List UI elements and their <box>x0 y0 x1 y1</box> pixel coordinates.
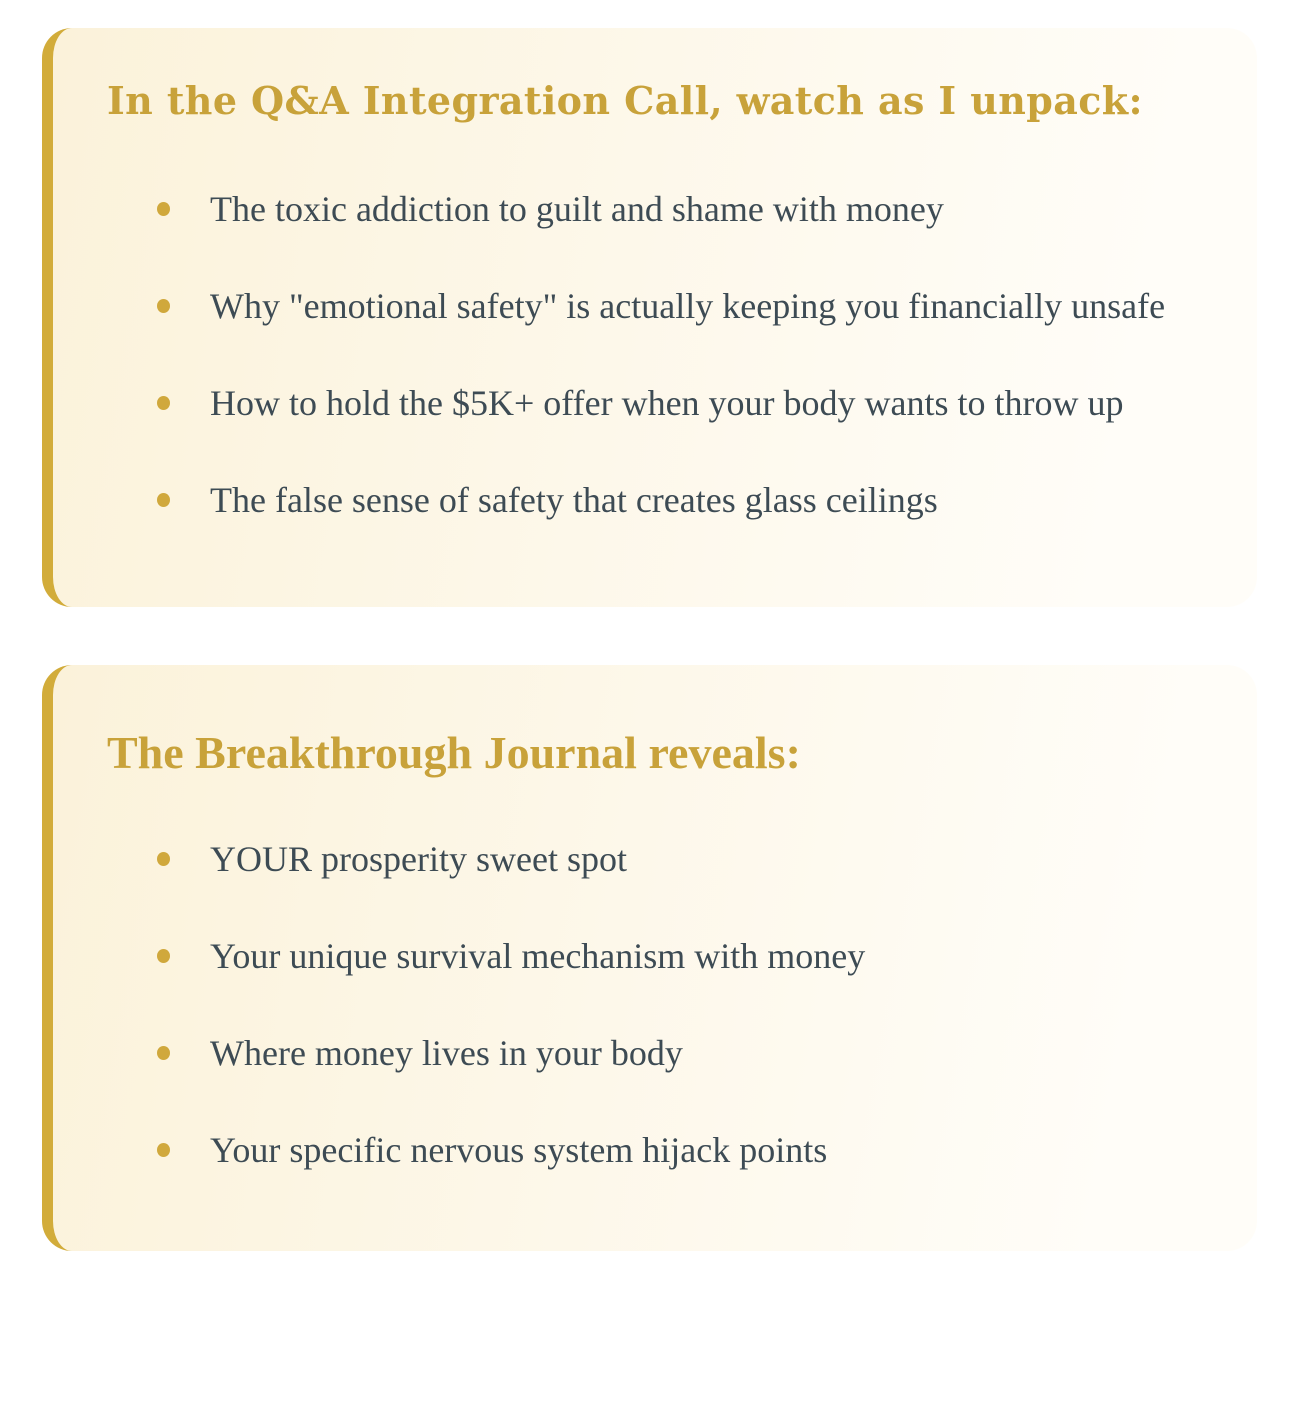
list-item-text: YOUR prosperity sweet spot <box>210 838 627 879</box>
bullet-icon <box>157 949 170 963</box>
list-item-text: Your unique survival mechanism with money <box>210 935 866 976</box>
list-item <box>107 928 1195 985</box>
qa-call-heading: In the Q&A Integration Call, watch as I unpack: <box>107 78 1143 123</box>
list-item-text: Where money lives in your body <box>210 1032 683 1073</box>
list-item <box>107 278 1195 335</box>
bullet-icon <box>157 493 170 507</box>
breakthrough-journal-card <box>42 665 1257 1250</box>
journal-bullet-list <box>107 831 1197 1179</box>
list-item-text: Your specific nervous system hijack points <box>210 1129 828 1170</box>
list-item <box>107 472 1195 529</box>
bullet-icon <box>157 299 170 313</box>
qa-integration-call-card <box>42 28 1257 607</box>
list-item-text: How to hold the $5K+ offer when your body wants to throw up <box>210 383 1124 424</box>
bullet-icon <box>157 852 170 866</box>
bullet-icon <box>157 202 170 216</box>
bullet-icon <box>157 1046 170 1060</box>
list-item <box>107 181 1195 238</box>
list-item-text: The false sense of safety that creates glass ceilings <box>210 480 938 521</box>
list-item <box>107 831 1195 888</box>
list-item-text: The toxic addiction to guilt and shame with money <box>210 189 944 230</box>
qa-call-bullet-list <box>107 181 1197 529</box>
list-item-text: Why "emotional safety" is actually keeping you financially unsafe <box>210 286 1166 327</box>
list-item <box>107 1025 1195 1082</box>
list-item <box>107 1122 1195 1179</box>
journal-heading: The Breakthrough Journal reveals: <box>107 727 801 779</box>
bullet-icon <box>157 1143 170 1157</box>
list-item <box>107 375 1195 432</box>
bullet-icon <box>157 396 170 410</box>
